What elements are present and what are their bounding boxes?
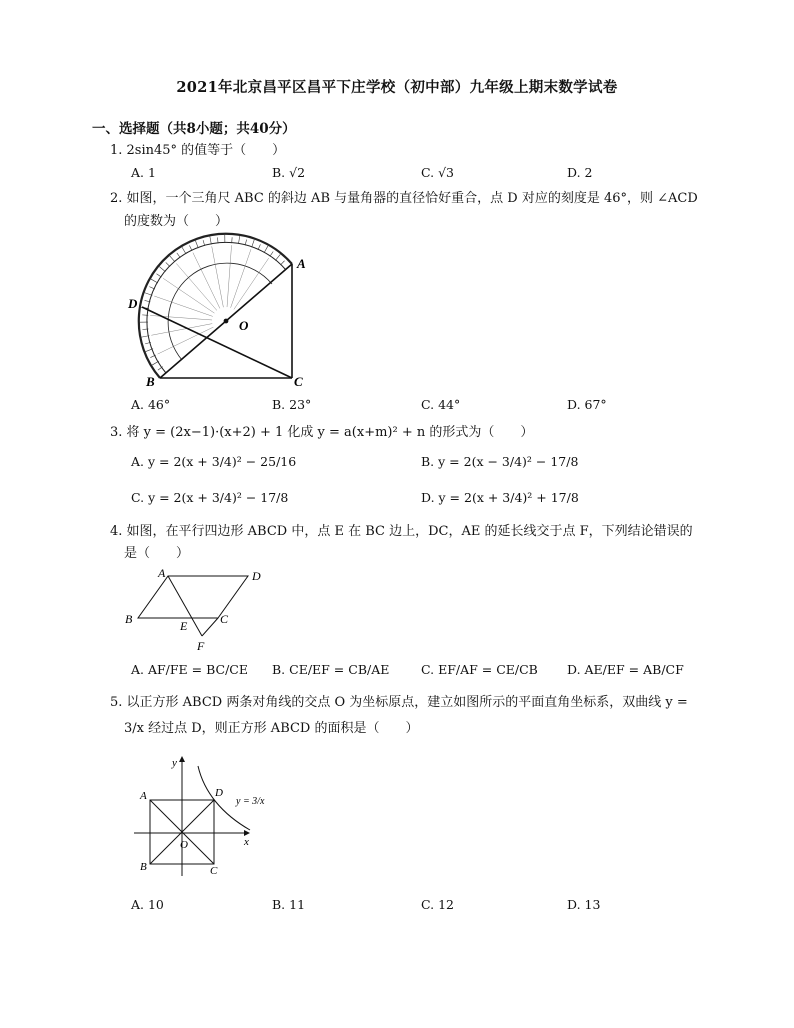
question-2-option-a[interactable]: A. 46° xyxy=(131,397,171,412)
label-o: O xyxy=(239,318,249,333)
protractor-tick xyxy=(270,252,273,257)
label-b: B xyxy=(125,612,133,626)
label-d: D xyxy=(128,296,138,311)
label-f: F xyxy=(197,639,205,653)
protractor-tick xyxy=(159,267,165,272)
protractor-tick xyxy=(210,237,212,245)
section-heading: 一、选择题（共8小题；共40分） xyxy=(92,121,296,137)
question-3-option-c[interactable]: C. y = 2(x + 3/4)² − 17/8 xyxy=(131,490,289,505)
question-5-option-c[interactable]: C. 12 xyxy=(421,897,454,912)
coordinate-figure xyxy=(132,752,282,882)
label-a: A xyxy=(140,790,147,802)
protractor-tick xyxy=(195,241,198,248)
protractor-tick xyxy=(182,247,186,254)
page-title: 2021年北京昌平区昌平下庄学校（初中部）九年级上期末数学试卷 xyxy=(176,79,618,96)
label-c: C xyxy=(220,612,229,626)
question-1-option-c[interactable]: C. √3 xyxy=(421,165,454,180)
parallelogram-figure xyxy=(122,566,272,654)
question-3-stem: 3. 将 y = (2x−1)·(x+2) + 1 化成 y = a(x+m)² + n 的形式为（ ） xyxy=(110,425,534,440)
protractor-tick xyxy=(189,245,192,250)
question-5-option-a[interactable]: A. 10 xyxy=(131,897,164,912)
question-4-stem-line1: 4. 如图，在平行四边形 ABCD 中，点 E 在 BC 边上，DC，AE 的延长线交于点 F，下列结论错误的 xyxy=(110,524,693,539)
protractor-ray xyxy=(212,246,224,307)
label-b: B xyxy=(146,374,155,389)
protractor-tick xyxy=(145,293,153,296)
question-5-option-d[interactable]: D. 13 xyxy=(567,897,601,912)
label-hyperbola: y = 3/x xyxy=(236,796,265,807)
protractor-figure xyxy=(122,232,322,390)
label-c: C xyxy=(294,374,303,389)
protractor-ray xyxy=(158,327,214,354)
question-1-option-d[interactable]: D. 2 xyxy=(567,165,593,180)
question-1-option-a[interactable]: A. 1 xyxy=(131,165,156,180)
protractor-tick xyxy=(264,246,268,253)
question-3-option-a[interactable]: A. y = 2(x + 3/4)² − 25/16 xyxy=(131,454,297,469)
label-c: C xyxy=(210,865,218,877)
label-e: E xyxy=(180,619,188,633)
protractor-ray xyxy=(227,245,232,307)
protractor-tick xyxy=(252,240,255,248)
center-point-o xyxy=(224,319,229,324)
protractor-tick xyxy=(170,256,175,262)
question-2-option-b[interactable]: B. 23° xyxy=(272,397,312,412)
question-5-stem-line1: 5. 以正方形 ABCD 两条对角线的交点 O 为坐标原点，建立如图所示的平面直角坐标系，双曲线 y = xyxy=(110,695,688,710)
protractor-tick xyxy=(238,236,239,244)
label-y-axis: y xyxy=(172,757,177,769)
label-a: A xyxy=(297,256,306,271)
question-4-stem-line2: 是（ ） xyxy=(124,546,190,561)
protractor-arc xyxy=(139,234,292,378)
label-b: B xyxy=(140,861,147,873)
y-axis-arrow xyxy=(179,756,185,762)
parallelogram-abcd xyxy=(138,576,248,618)
protractor-tick xyxy=(280,261,284,265)
question-1-option-b[interactable]: B. √2 xyxy=(272,165,306,180)
protractor-tick xyxy=(157,274,162,277)
protractor-tick xyxy=(258,244,260,249)
question-5-option-b[interactable]: B. 11 xyxy=(272,897,306,912)
question-3-option-b[interactable]: B. y = 2(x − 3/4)² − 17/8 xyxy=(421,454,579,469)
question-4-option-a[interactable]: A. AF/FE = BC/CE xyxy=(131,662,248,677)
question-4-option-b[interactable]: B. CE/EF = CB/AE xyxy=(272,662,390,677)
label-d: D xyxy=(215,787,223,799)
protractor-tick xyxy=(275,254,280,260)
protractor-ticks xyxy=(140,235,291,377)
protractor-ray xyxy=(193,253,220,309)
segment-dc xyxy=(142,307,292,378)
question-3-option-d[interactable]: D. y = 2(x + 3/4)² + 17/8 xyxy=(421,490,579,505)
question-1-stem: 1. 2sin45° 的值等于（ ） xyxy=(110,143,286,158)
protractor-tick xyxy=(166,262,170,266)
protractor-tick xyxy=(177,253,181,258)
question-2-option-d[interactable]: D. 67° xyxy=(567,397,607,412)
segment-cf xyxy=(202,618,218,636)
protractor-ray xyxy=(176,263,217,310)
label-x-axis: x xyxy=(244,836,249,848)
protractor-tick xyxy=(152,361,159,365)
question-2-stem-line2: 的度数为（ ） xyxy=(124,214,229,229)
protractor-tick xyxy=(151,279,158,283)
question-2-option-c[interactable]: C. 44° xyxy=(421,397,461,412)
question-4-option-d[interactable]: D. AE/EF = AB/CF xyxy=(567,662,684,677)
question-4-option-c[interactable]: C. EF/AF = CE/CB xyxy=(421,662,538,677)
label-o: O xyxy=(180,839,188,851)
label-a: A xyxy=(158,566,166,580)
question-5-stem-line2: 3/x 经过点 D，则正方形 ABCD 的面积是（ ） xyxy=(124,721,419,736)
question-2-stem-line1: 2. 如图，一个三角尺 ABC 的斜边 AB 与量角器的直径恰好重合，点 D 对应的刻度是 46°，则 ∠ACD xyxy=(110,191,698,206)
label-d: D xyxy=(252,569,261,583)
